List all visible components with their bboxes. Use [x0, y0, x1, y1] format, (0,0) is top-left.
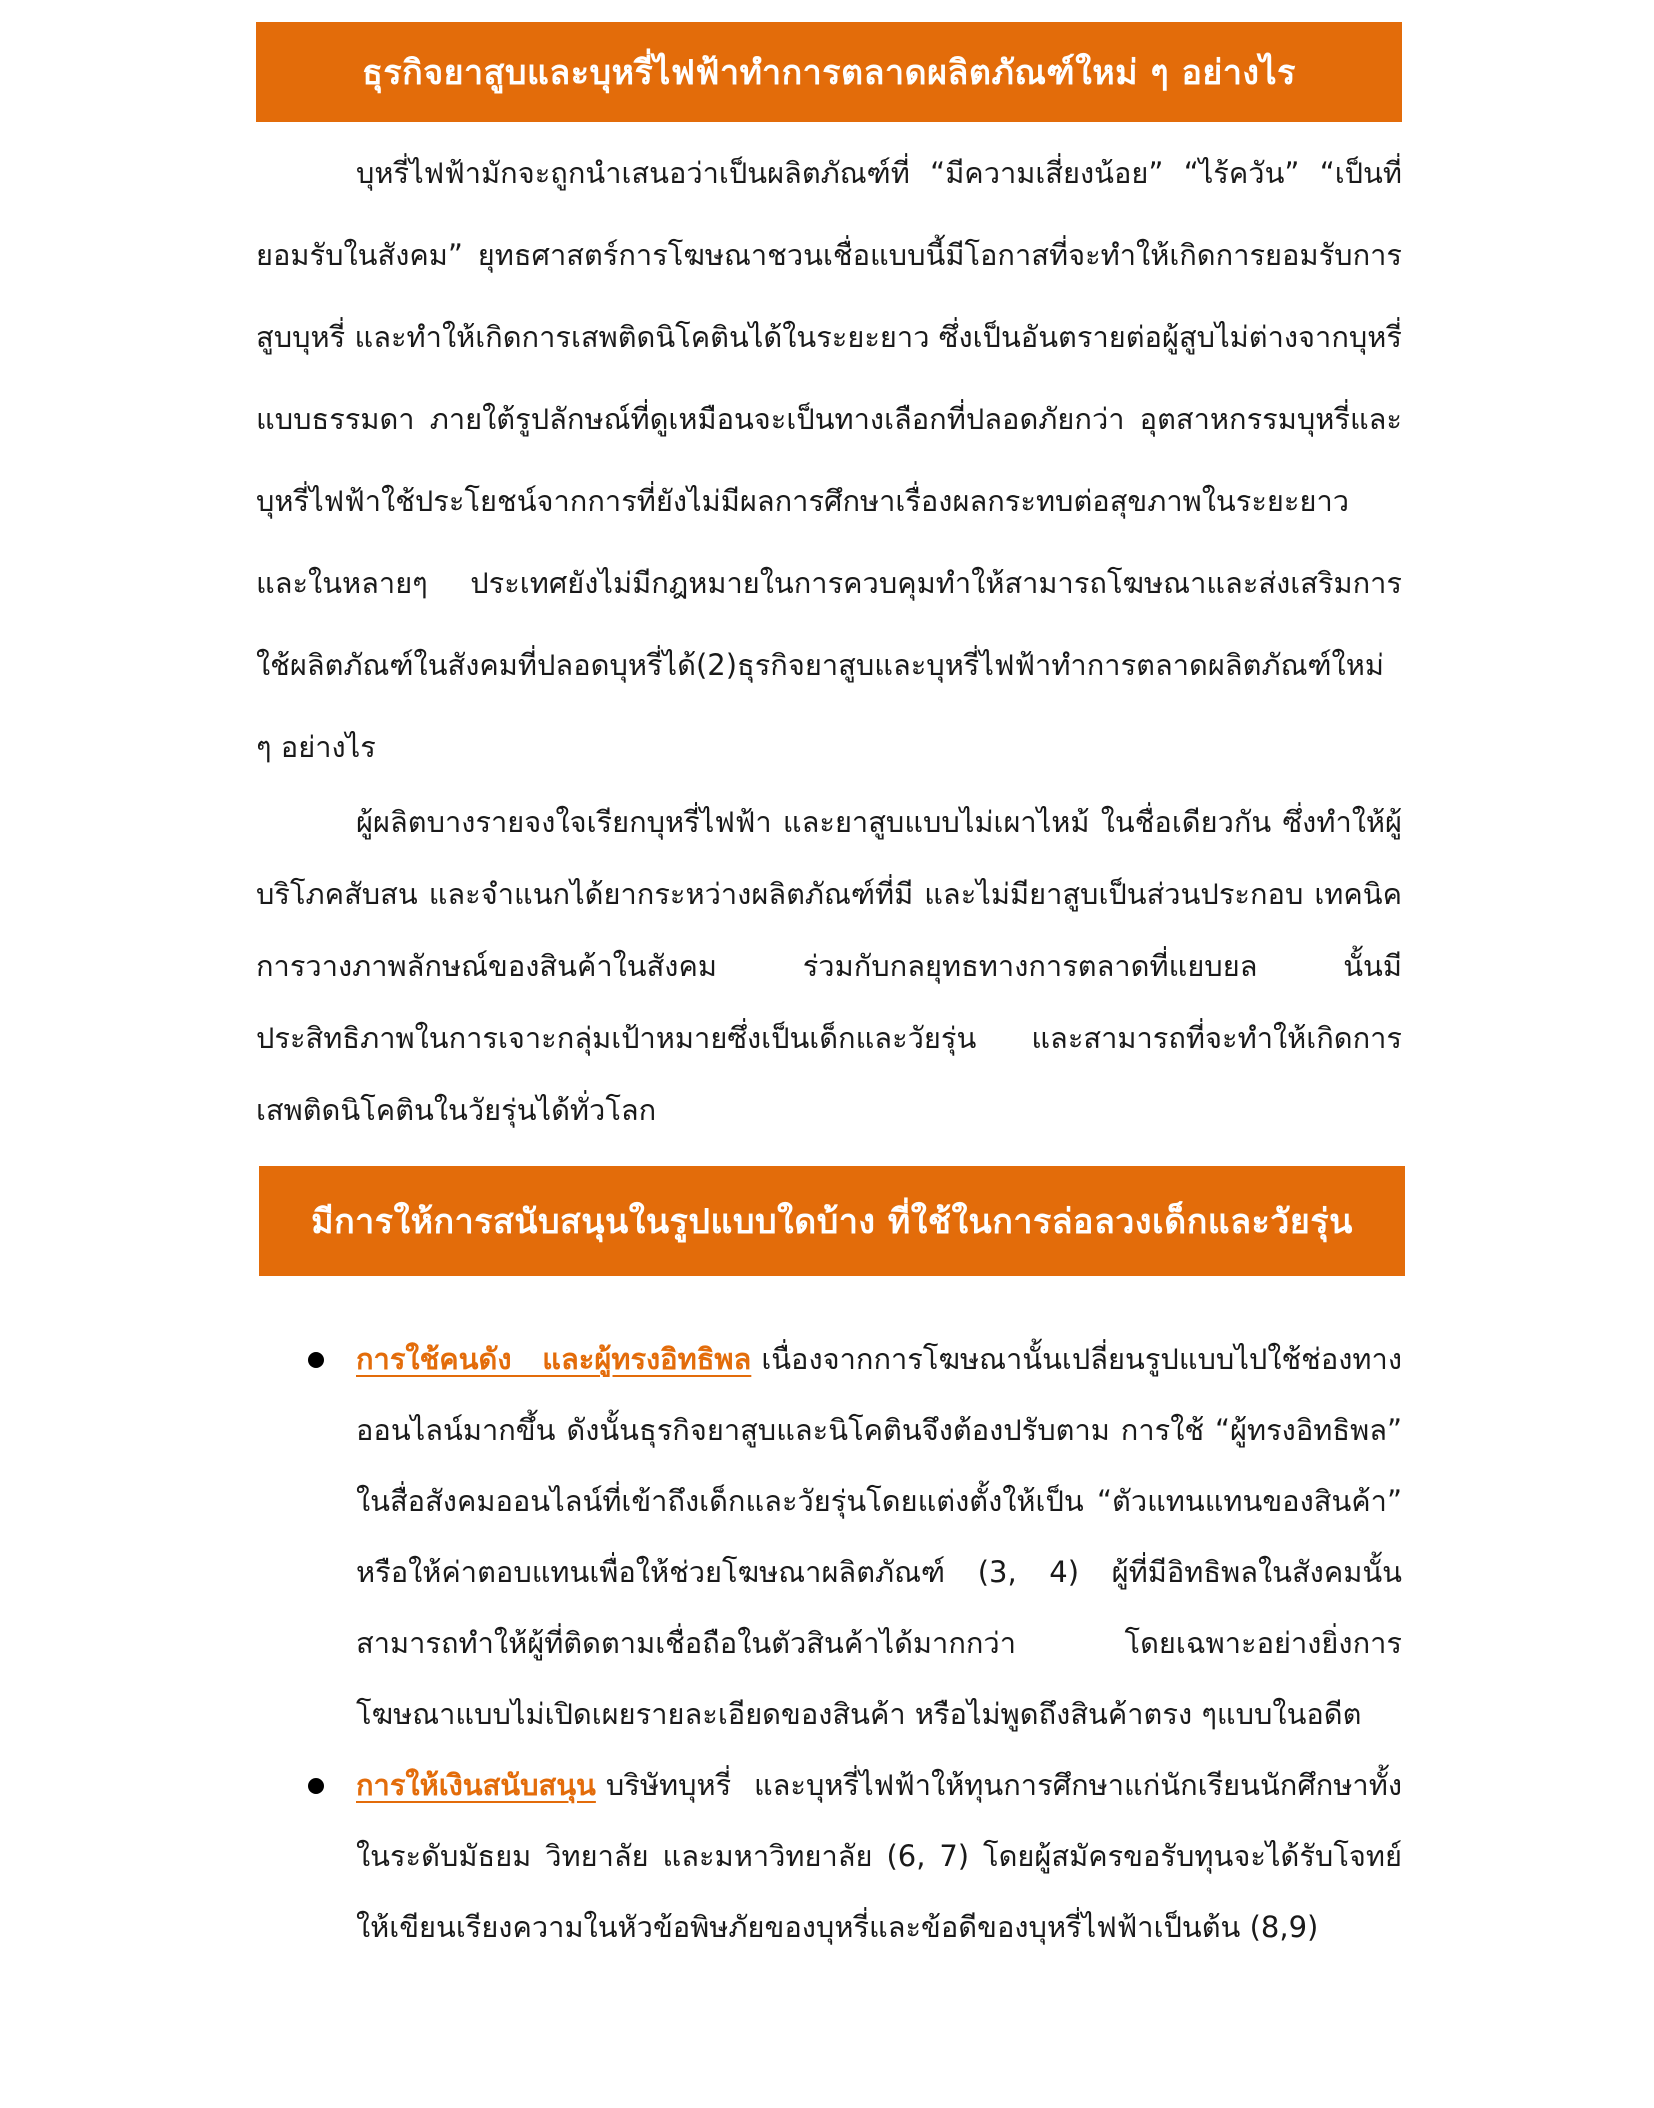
bullet-item-funding	[256, 1750, 1402, 1963]
bullet-text: บริษัทบุหรี่ และบุหรี่ไฟฟ้าให้ทุนการศึกษาแก่นักเรียนนักศึกษาทั้งในระดับมัธยม วิทยาลัย และมหาวิทยาลัย (6, 7) โดยผู้สมัครขอรับทุนจะได้รับโจทย์ให้เขียนเรียงความในหัวข้อพิษภัยของบุหรี่และข้อดีของบุหรี่ไฟฟ้าเป็นต้น (8,9)	[356, 1768, 1402, 1944]
paragraph-producer-naming: ผู้ผลิตบางรายจงใจเรียกบุหรี่ไฟฟ้า และยาสูบแบบไม่เผาไหม้ ในชื่อเดียวกัน ซึ่งทำให้ผู้บริโภคสับสน และจำแนกได้ยากระหว่างผลิตภัณฑ์ที่มี และไม่มียาสูบเป็นส่วนประกอบ เทคนิคการวางภาพลักษณ์ของสินค้าในสังคม ร่วมกับกลยุทธทางการตลาดที่แยบยล นั้นมีประสิทธิภาพในการเจาะกลุ่มเป้าหมายซึ่งเป็นเด็กและวัยรุ่น และสามารถที่จะทำให้เกิดการเสพติดนิโคตินในวัยรุ่นได้ทั่วโลก	[256, 805, 1402, 1127]
bullet-link-funding[interactable]: การให้เงินสนับสนุน	[356, 1768, 596, 1802]
sponsorship-bullet-list	[256, 1324, 1402, 1963]
bullet-link-influencers[interactable]: การใช้คนดัง และผู้ทรงอิทธิพล	[356, 1342, 752, 1376]
bullet-item-influencers	[256, 1324, 1402, 1750]
section-heading-sponsorship	[259, 1166, 1405, 1276]
bullet-icon	[308, 1352, 324, 1368]
bullet-text: เนื่องจากการโฆษณานั้นเปลี่ยนรูปแบบไปใช้ช่องทางออนไลน์มากขึ้น ดังนั้นธุรกิจยาสูบและนิโคตินจึงต้องปรับตาม การใช้ “ผู้ทรงอิทธิพล” ในสื่อสังคมออนไลน์ที่เข้าถึงเด็กและวัยรุ่นโดยแต่งตั้งให้เป็น “ตัวแทนแทนของสินค้า” หรือให้ค่าตอบแทนเพื่อให้ช่วยโฆษณาผลิตภัณฑ์ (3, 4) ผู้ที่มีอิทธิพลในสังคมนั้นสามารถทำให้ผู้ที่ติดตามเชื่อถือในตัวสินค้าได้มากกว่า โดยเฉพาะอย่างยิ่งการโฆษณาแบบไม่เปิดเผยรายละเอียดของสินค้า หรือไม่พูดถึงสินค้าตรง ๆแบบในอดีต	[356, 1342, 1402, 1731]
section-heading-text: มีการให้การสนับสนุนในรูปแบบใดบ้าง ที่ใช้ในการล่อลวงเด็กและวัยรุ่น	[311, 1202, 1353, 1242]
paragraph-ecigarette-marketing: บุหรี่ไฟฟ้ามักจะถูกนำเสนอว่าเป็นผลิตภัณฑ์ที่ “มีความเสี่ยงน้อย” “ไร้ควัน” “เป็นที่ยอมรับในสังคม” ยุทธศาสตร์การโฆษณาชวนเชื่อแบบนี้มีโอกาสที่จะทำให้เกิดการยอมรับการสูบบุหรี่ และทำให้เกิดการเสพติดนิโคตินได้ในระยะยาว ซึ่งเป็นอันตรายต่อผู้สูบไม่ต่างจากบุหรี่แบบธรรมดา ภายใต้รูปลักษณ์ที่ดูเหมือนจะเป็นทางเลือกที่ปลอดภัยกว่า อุตสาหกรรมบุหรี่และบุหรี่ไฟฟ้าใช้ประโยชน์จากการที่ยังไม่มีผลการศึกษาเรื่องผลกระทบต่อสุขภาพในระยะยาว และในหลายๆ ประเทศยังไม่มีกฎหมายในการควบคุมทำให้สามารถโฆษณาและส่งเสริมการใช้ผลิตภัณฑ์ในสังคมที่ปลอดบุหรี่ได้(2)ธุรกิจยาสูบและบุหรี่ไฟฟ้าทำการตลาดผลิตภัณฑ์ใหม่ ๆ อย่างไร	[256, 156, 1402, 764]
section-heading-text: ธุรกิจยาสูบและบุหรี่ไฟฟ้าทำการตลาดผลิตภัณฑ์ใหม่ ๆ อย่างไร	[362, 53, 1296, 93]
section-heading-marketing	[256, 22, 1402, 122]
bullet-icon	[308, 1778, 324, 1794]
